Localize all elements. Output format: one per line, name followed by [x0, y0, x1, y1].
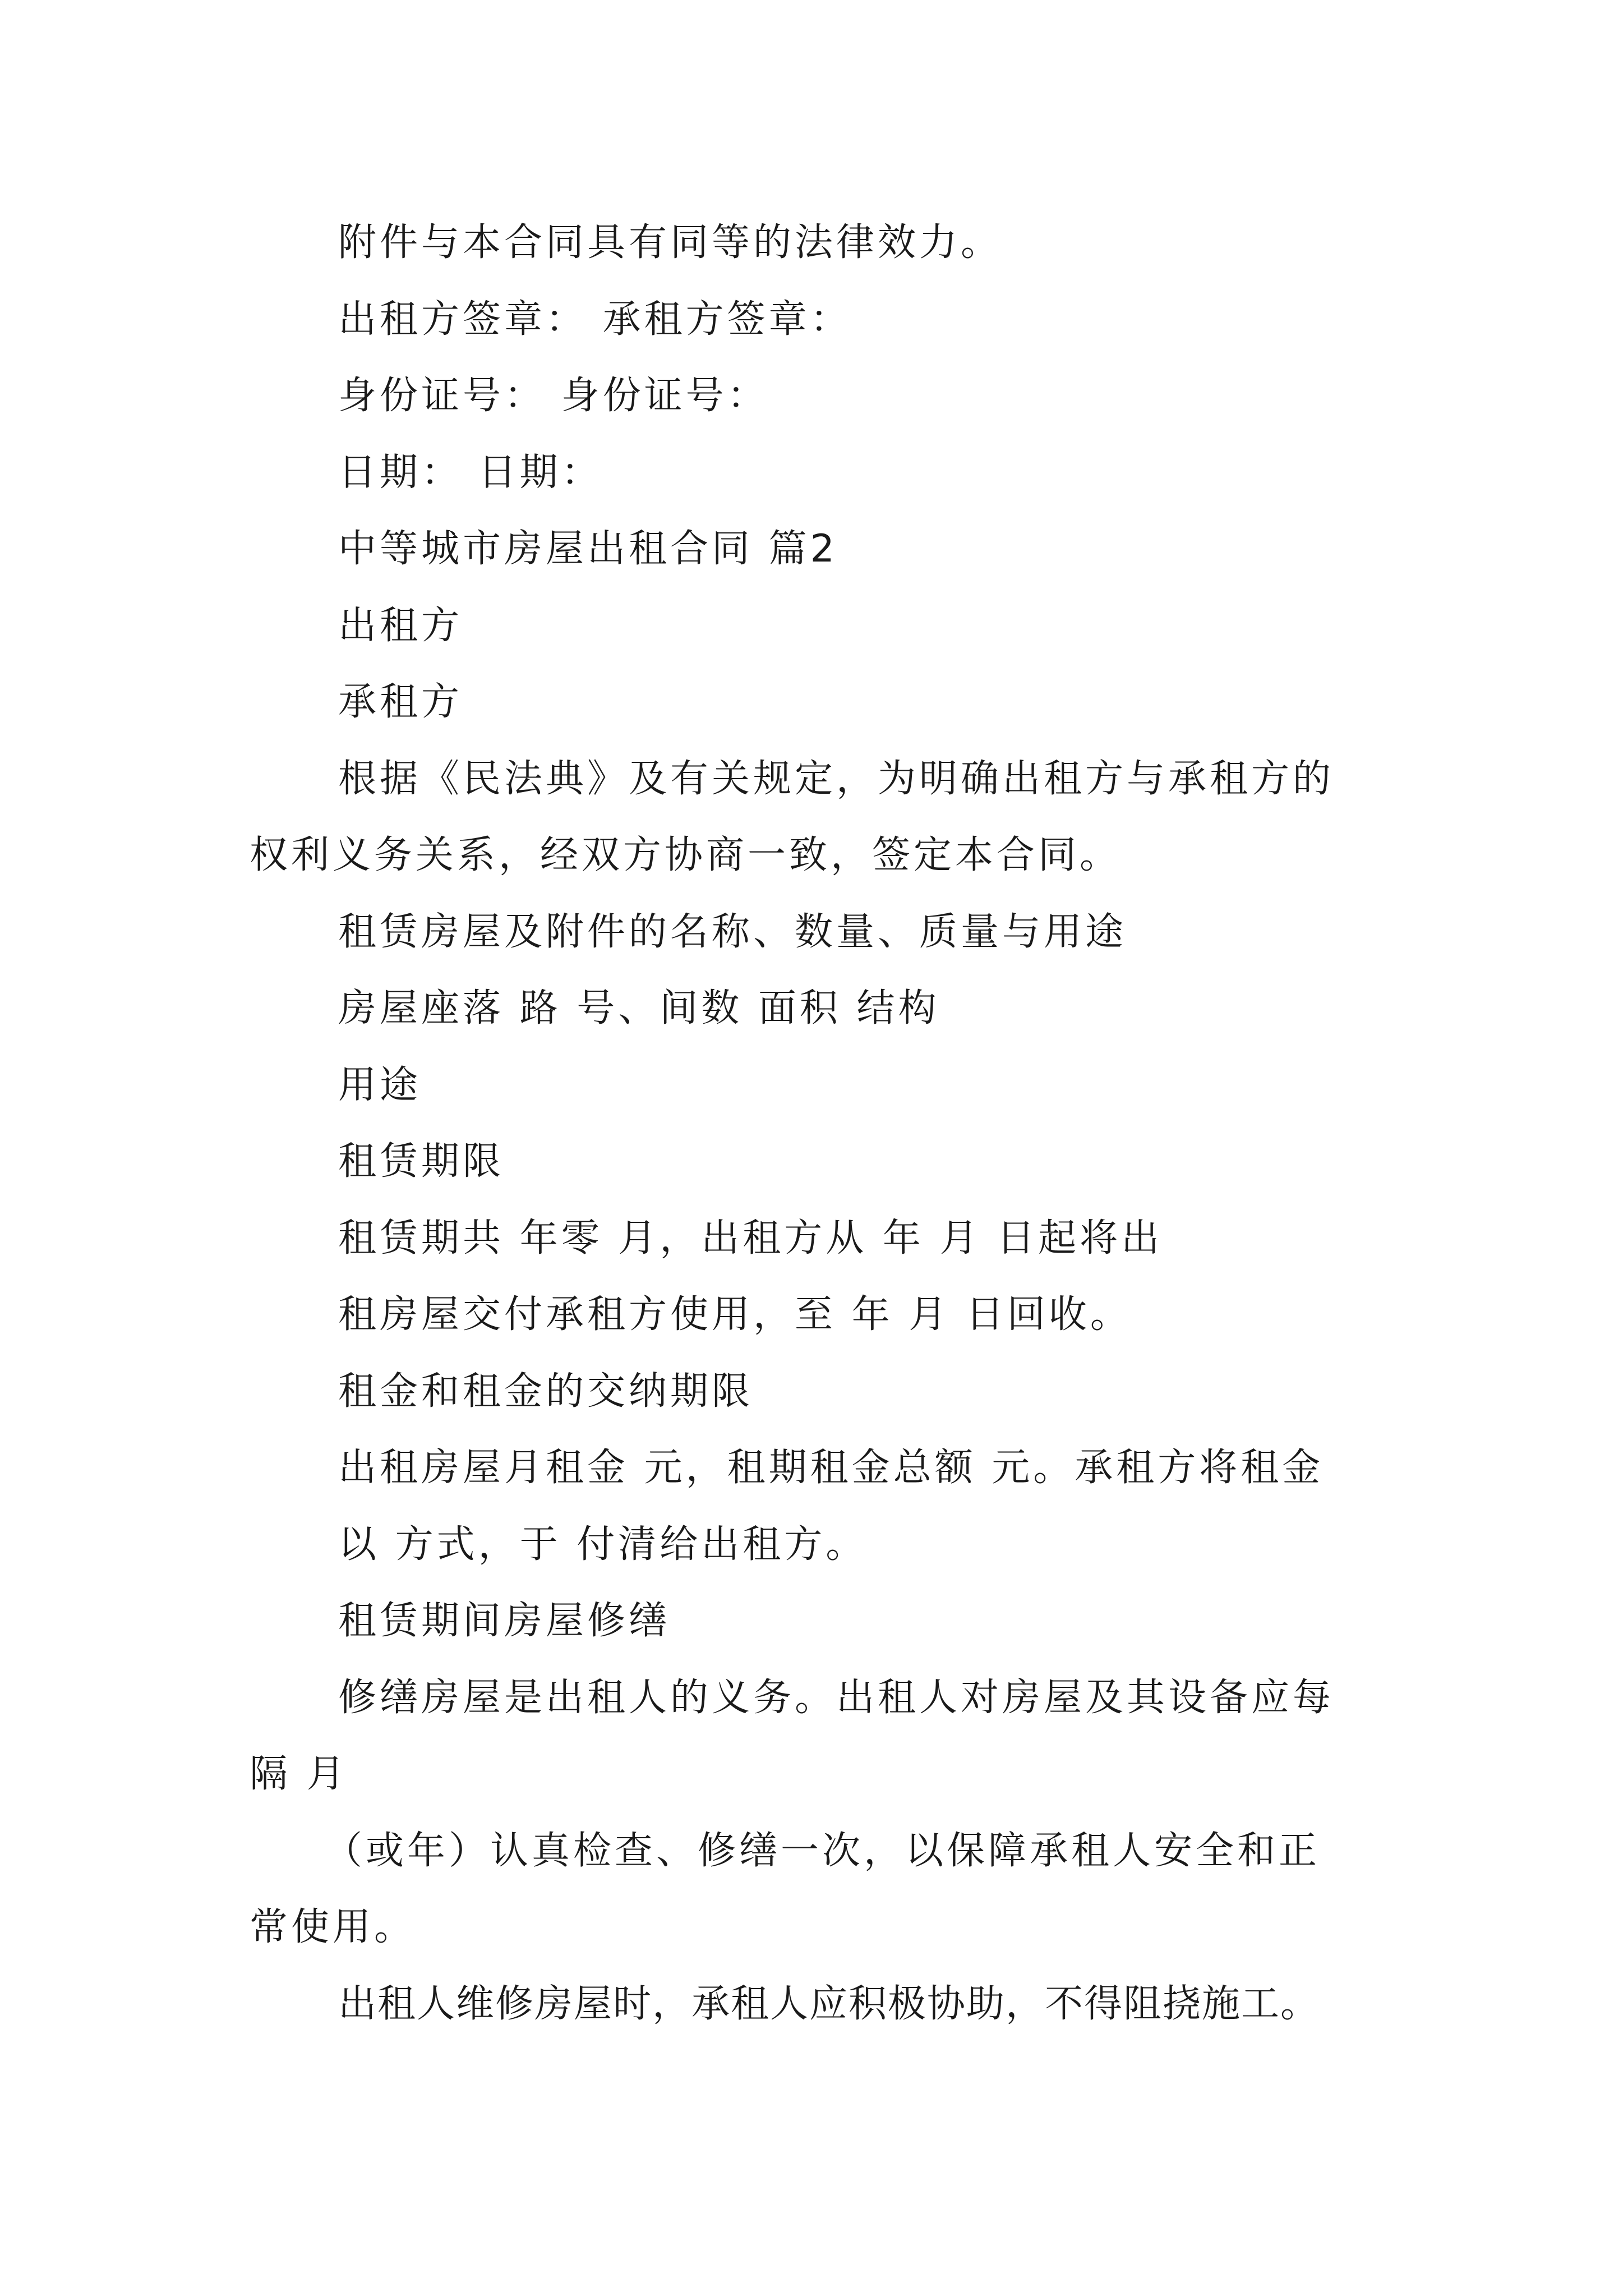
text-line: 租赁房屋及附件的名称、数量、质量与用途 [338, 910, 1127, 954]
text-line: 租赁期间房屋修缮 [338, 1599, 671, 1643]
text-line: 房屋座落 路 号、间数 面积 结构 [338, 986, 940, 1030]
section-heading: 中等城市房屋出租合同 篇2 [338, 527, 838, 571]
text-line: （或年）认真检查、修缮一次，以保障承租人安全和正 [324, 1829, 1321, 1873]
text-line: 日期： 日期： [338, 450, 603, 495]
text-line: 权利义务关系，经双方协商一致，签定本合同。 [250, 833, 1122, 877]
text-line: 出租人维修房屋时，承租人应积极协助，不得阻挠施工。 [338, 1982, 1320, 2026]
text-line: 租金和租金的交纳期限 [338, 1369, 754, 1414]
text-line: 出租方 [338, 604, 463, 648]
text-line: 以 方式，于 付清给出租方。 [338, 1522, 868, 1567]
text-line: 用途 [338, 1063, 422, 1107]
text-line: 身份证号： 身份证号： [338, 374, 769, 418]
text-line: 出租方签章： 承租方签章： [338, 297, 852, 342]
text-line: 根据《民法典》及有关规定，为明确出租方与承租方的 [338, 757, 1335, 801]
text-line: 租房屋交付承租方使用，至 年 月 日回收。 [338, 1292, 1132, 1337]
text-line: 租赁期共 年零 月，出租方从 年 月 日起将出 [338, 1216, 1163, 1260]
text-line: 附件与本合同具有同等的法律效力。 [338, 220, 1003, 265]
text-line: 租赁期限 [338, 1139, 505, 1184]
text-line: 出租房屋月租金 元，租期租金总额 元。承租方将租金 [338, 1446, 1324, 1490]
text-line: 修缮房屋是出租人的义务。出租人对房屋及其设备应每 [338, 1676, 1335, 1720]
text-line: 常使用。 [250, 1905, 416, 1949]
text-line: 隔 月 [250, 1752, 348, 1796]
text-line: 承租方 [338, 680, 463, 724]
